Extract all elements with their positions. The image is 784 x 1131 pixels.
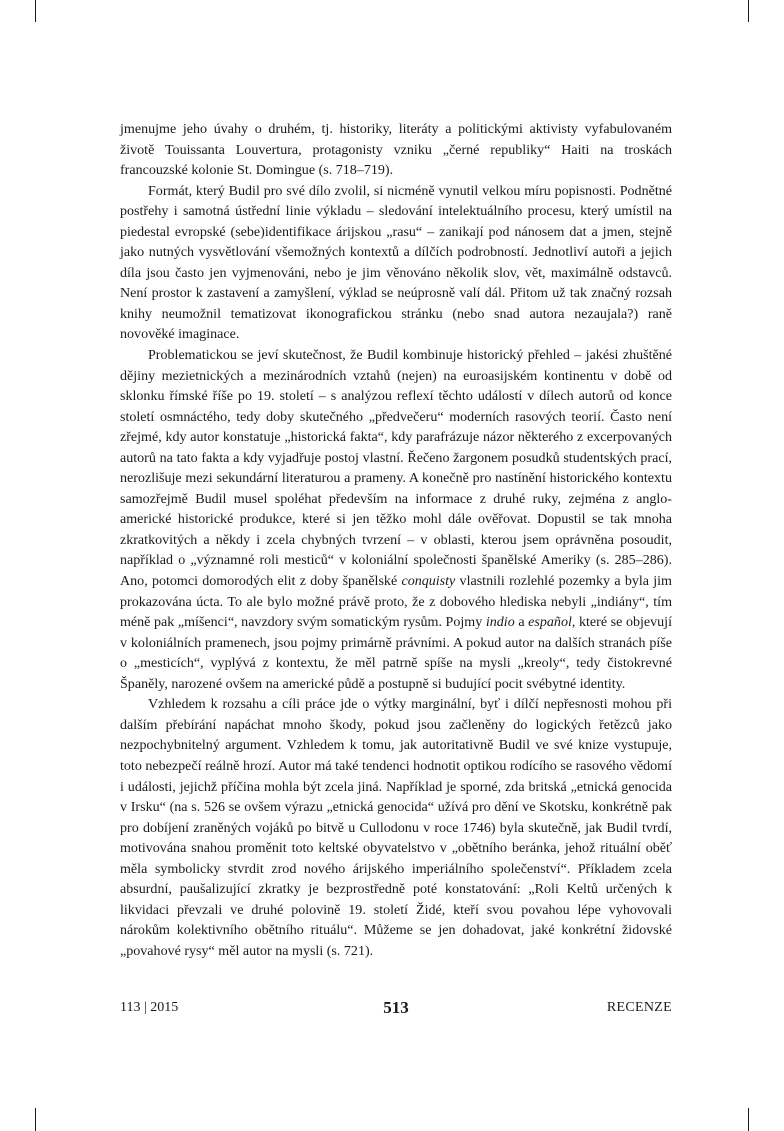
article-body xyxy=(120,119,672,961)
page-number: 513 xyxy=(383,998,409,1017)
paragraph-text: a xyxy=(514,614,529,631)
crop-mark-top-right xyxy=(748,0,749,22)
paragraph-text: vlastnili rozlehlé pozemky a byla jim prokazována úcta. To ale bylo možné právě proto, že z dobového hlediska nebyli „indiány“, tím méně pak „míšenci“, navzdory svým somatickým rysům. Pojmy xyxy=(120,573,672,631)
paragraph xyxy=(120,694,672,961)
crop-mark-top-left xyxy=(35,0,36,22)
italic-term: conquisty xyxy=(401,573,456,590)
page-footer xyxy=(120,1000,672,1022)
paragraph-text: , které se objevují v koloniálních pramenech, jsou pojmy primárně právními. A pokud autor na dalších stranách píše o „mesticích“, vyplývá z kontextu, že měl patrně spíše na mysli „kreoly“, tedy čistokrevné Španěly, narozené ovšem na americké půdě a postupně si budující pocit svébytné identity. xyxy=(120,614,672,692)
paragraph-text: Vzhledem k rozsahu a cíli práce jde o výtky marginální, byť i dílčí nepřesnosti mohou při dalším přebírání napáchat mnoho škody, pokud jsou začleněny do logických řetězců jako nezpochybnitelný argument. Vzhledem k tomu, jak autoritativně Budil ve své knize vystupuje, toto nebezpečí reálně hrozí. Autor má také tendenci hodnotit optikou rodícího se rasového vědomí i události, jejichž příčina mohla být zcela jiná. Například je sporné, zda britská „etnická genocida v Irsku“ (na s. 526 se ovšem výrazu „etnická genocida“ užívá pro dění ve Skotsku, konkrétně pak pro dobíjení zraněných vojáků po bitvě u Cullodonu v roce 1746) byla skutečně, jak Budil tvrdí, motivována snahou proměnit toto keltské obyvatelstvo v „obětního beránka, jehož rituální oběť měla symbolicky stvrdit zrod nového árijského imperiálního společenství“. Příkladem zcela absurdní, paušalizující zkratky je bezprostředně poté konstatování: „Roli Keltů určených k likvidaci převzali ve druhé polovině 19. století Židé, kteří svou povahou lépe vyhovovali nárokům kolektivního obětního rituálu“. Můžeme se jen dohadovat, jaké konkrétní židovské „povahové rysy“ měl autor na mysli (s. 721). xyxy=(120,696,672,959)
paragraph xyxy=(120,119,672,181)
section-label: RECENZE xyxy=(606,1000,672,1015)
paragraph xyxy=(120,181,672,345)
crop-mark-bottom-right xyxy=(748,1108,749,1131)
issue-label: 113 | 2015 xyxy=(120,1000,179,1015)
paragraph-text: Problematickou se jeví skutečnost, že Budil kombinuje historický přehled – jakési zhuštěné dějiny mezietnických a mezinárodních vztahů (nejen) na euroasijském kontinentu v době od sklonku římské říše po 19. století – s analýzou reflexí těchto událostí v dílech autorů od konce století osmnáctého, tedy doby skutečného „předvečeru“ moderních rasových teorií. Často není zřejmé, kdy autor konstatuje „historická fakta“, kdy parafrázuje názor některého z excerpovaných autorů na tato fakta a kdy vyjadřuje postoj vlastní. Řečeno žargonem posudků studentských prací, nerozlišuje mezi sekundární literaturou a prameny. A konečně pro nastínění historického kontextu samozřejmě Budil musel spoléhat především na informace z druhé ruky, zejména z anglo-americké historické produkce, které si jen těžko mohl dále ověřovat. Dopustil se tak mnoha zkratkovitých a někdy i zcela chybných tvrzení – v oblasti, kterou jsem oprávněna posoudit, například o „významné roli mesticů“ v koloniální společnosti španělské Ameriky (s. 285–286). Ano, potomci domorodých elit z doby španělské xyxy=(120,347,672,590)
paragraph-text: jmenujme jeho úvahy o druhém, tj. historiky, literáty a politickými aktivisty vyfabulovaném životě Touissanta Louvertura, protagonisty vzniku „černé republiky“ Haiti na troskách francouzské kolonie St. Domingue (s. 718–719). xyxy=(120,121,672,179)
crop-mark-bottom-left xyxy=(35,1108,36,1131)
paragraph-text: Formát, který Budil pro své dílo zvolil, si nicméně vynutil velkou míru popisnosti. Podnětné postřehy i samotná ústřední linie výkladu – sledování intelektuálního procesu, který umístil na piedestal evropské (sebe)identifikace árijskou „rasu“ – zanikají pod nánosem dat a jmen, stejně jako nutných vysvětlování všemožných kontextů a dílčích podrobností. Jednotliví autoři a jejich díla jsou často jen vyjmenováni, nebo je jim věnováno několik slov, vět, maximálně odstavců. Není prostor k zastavení a zamyšlení, výklad se neúprosně valí dál. Přitom už tak značný rozsah knihy neumožnil tematizovat ikonografickou stránku (nebo snad autora nezaujala?) raně novověké imaginace. xyxy=(120,182,672,343)
italic-term: indio xyxy=(485,614,515,631)
italic-term: español xyxy=(528,614,572,631)
paragraph xyxy=(120,345,672,694)
